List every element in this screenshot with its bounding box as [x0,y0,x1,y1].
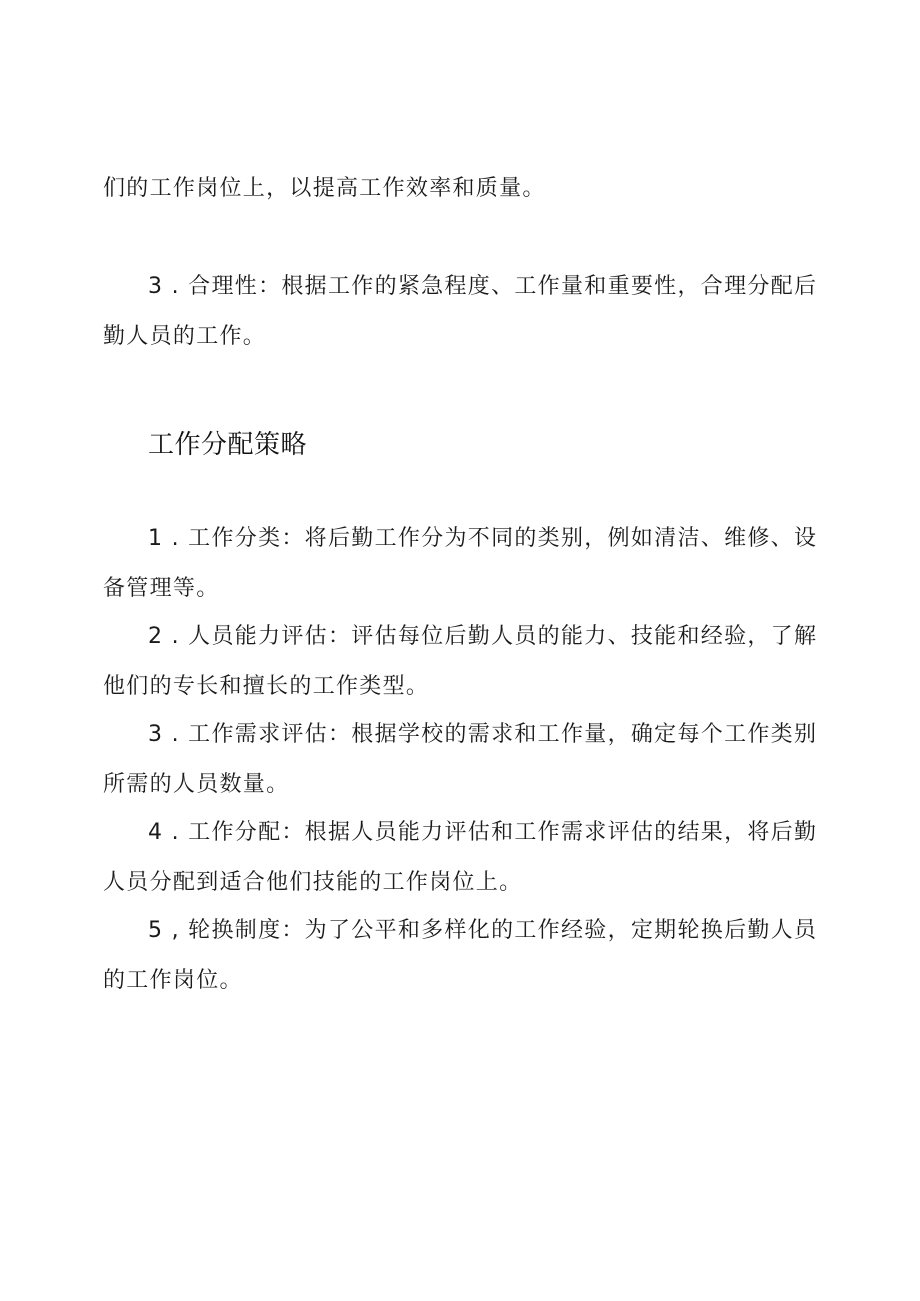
strategy-item-2-text: 2 . 人员能力评估：评估每位后勤人员的能力、技能和经验，了解他们的专长和擅长的工作类型。 [103,624,818,699]
strategy-item-1-text: 1 . 工作分类：将后勤工作分为不同的类别，例如清洁、维修、设备管理等。 [103,526,818,601]
continuation-paragraph: 们的工作岗位上，以提高工作效率和质量。 [103,176,546,201]
strategy-item-3-text: 3 . 工作需求评估：根据学校的需求和工作量，确定每个工作类别所需的人员数量。 [103,722,818,797]
principle-item-3 [103,262,823,362]
strategy-item-4 [103,808,823,908]
strategy-item-2 [103,612,823,712]
strategy-item-5-text: 5 , 轮换制度：为了公平和多样化的工作经验，定期轮换后勤人员的工作岗位。 [103,918,818,993]
strategy-item-1 [103,514,823,614]
strategy-item-3 [103,710,823,810]
strategy-item-4-text: 4 . 工作分配：根据人员能力评估和工作需求评估的结果，将后勤人员分配到适合他们技能的工作岗位上。 [103,820,818,895]
section-heading: 工作分配策略 [148,430,308,460]
strategy-item-5 [103,906,823,1006]
principle-item-3-text: 3 . 合理性：根据工作的紧急程度、工作量和重要性，合理分配后勤人员的工作。 [103,274,818,349]
